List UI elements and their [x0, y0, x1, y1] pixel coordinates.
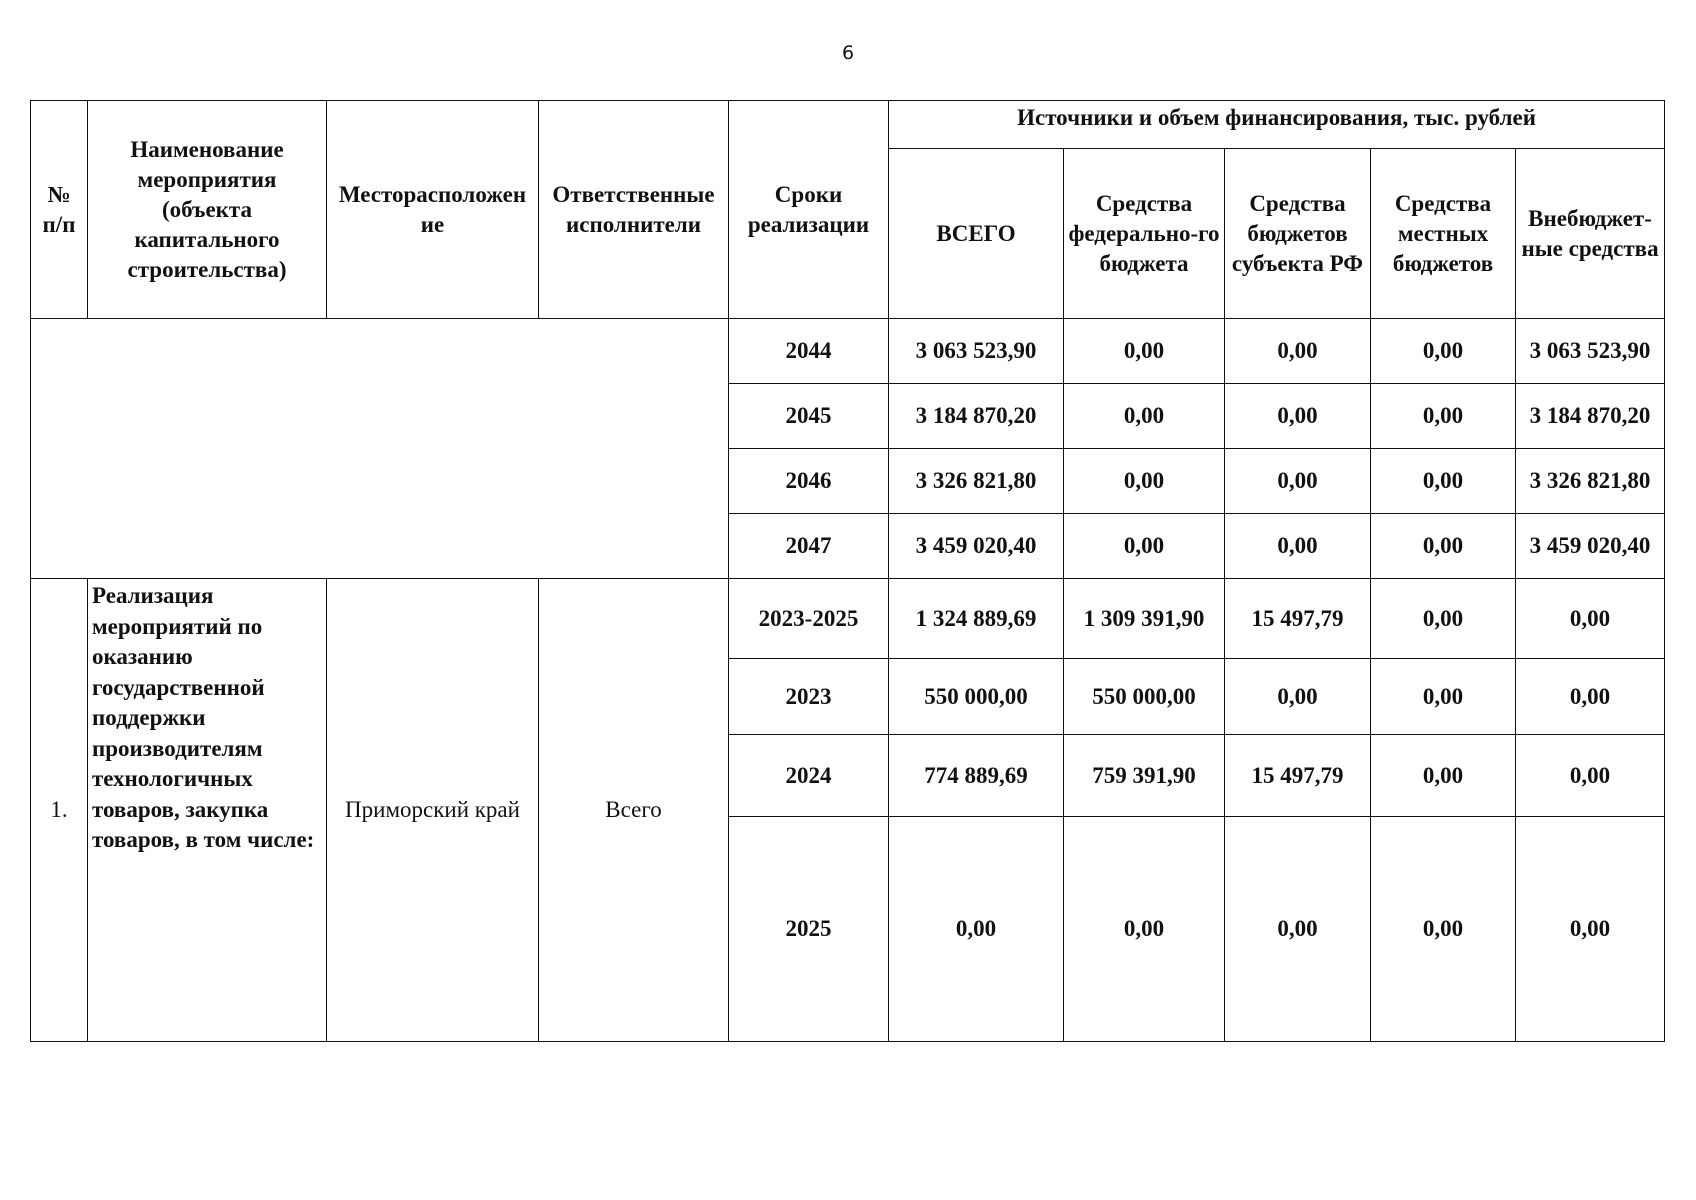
year-cell: 2047 — [729, 514, 889, 579]
header-total: ВСЕГО — [889, 149, 1064, 319]
local-cell: 0,00 — [1371, 659, 1516, 735]
item-name: Реализация мероприятий по оказанию государственной поддержки производителям технологичных товаров, закупка товаров, в том числе: — [88, 579, 327, 1042]
federal-cell: 759 391,90 — [1064, 735, 1225, 817]
header-location: Месторасположен ие — [327, 101, 539, 319]
header-responsible: Ответственные исполнители — [539, 101, 729, 319]
year-cell: 2024 — [729, 735, 889, 817]
federal-cell: 0,00 — [1064, 817, 1225, 1042]
local-cell: 0,00 — [1371, 735, 1516, 817]
federal-cell: 0,00 — [1064, 514, 1225, 579]
subject-cell: 0,00 — [1225, 659, 1371, 735]
year-cell: 2045 — [729, 384, 889, 449]
total-cell: 3 063 523,90 — [889, 319, 1064, 384]
local-cell: 0,00 — [1371, 817, 1516, 1042]
extra-cell: 3 184 870,20 — [1516, 384, 1665, 449]
total-cell: 0,00 — [889, 817, 1064, 1042]
year-cell: 2023 — [729, 659, 889, 735]
federal-cell: 1 309 391,90 — [1064, 579, 1225, 659]
federal-cell: 0,00 — [1064, 384, 1225, 449]
header-name: Наименование мероприятия (объекта капитального строительства) — [88, 101, 327, 319]
extra-cell: 3 063 523,90 — [1516, 319, 1665, 384]
total-cell: 1 324 889,69 — [889, 579, 1064, 659]
item-number: 1. — [31, 579, 88, 1042]
subject-cell: 15 497,79 — [1225, 735, 1371, 817]
subject-cell: 0,00 — [1225, 319, 1371, 384]
total-cell: 3 184 870,20 — [889, 384, 1064, 449]
local-cell: 0,00 — [1371, 319, 1516, 384]
extra-cell: 0,00 — [1516, 817, 1665, 1042]
subject-cell: 15 497,79 — [1225, 579, 1371, 659]
table-row — [31, 579, 1665, 659]
total-cell: 550 000,00 — [889, 659, 1064, 735]
header-local: Средства местных бюджетов — [1371, 149, 1516, 319]
item-location: Приморский край — [327, 579, 539, 1042]
subject-cell: 0,00 — [1225, 817, 1371, 1042]
header-num: № п/п — [31, 101, 88, 319]
blank-cell — [31, 319, 729, 579]
local-cell: 0,00 — [1371, 449, 1516, 514]
year-cell: 2044 — [729, 319, 889, 384]
local-cell: 0,00 — [1371, 384, 1516, 449]
header-extra: Внебюджет-ные средства — [1516, 149, 1665, 319]
year-cell: 2046 — [729, 449, 889, 514]
extra-cell: 0,00 — [1516, 579, 1665, 659]
extra-cell: 3 459 020,40 — [1516, 514, 1665, 579]
header-period: Сроки реализации — [729, 101, 889, 319]
federal-cell: 0,00 — [1064, 319, 1225, 384]
federal-cell: 550 000,00 — [1064, 659, 1225, 735]
federal-cell: 0,00 — [1064, 449, 1225, 514]
local-cell: 0,00 — [1371, 579, 1516, 659]
header-funding-group: Источники и объем финансирования, тыс. рублей — [889, 101, 1665, 149]
total-cell: 3 326 821,80 — [889, 449, 1064, 514]
extra-cell: 0,00 — [1516, 659, 1665, 735]
subject-cell: 0,00 — [1225, 384, 1371, 449]
local-cell: 0,00 — [1371, 514, 1516, 579]
subject-cell: 0,00 — [1225, 449, 1371, 514]
total-cell: 774 889,69 — [889, 735, 1064, 817]
subject-cell: 0,00 — [1225, 514, 1371, 579]
item-responsible: Всего — [539, 579, 729, 1042]
page-number: 6 — [841, 42, 855, 64]
year-cell: 2025 — [729, 817, 889, 1042]
extra-cell: 0,00 — [1516, 735, 1665, 817]
total-cell: 3 459 020,40 — [889, 514, 1064, 579]
table-row — [31, 319, 1665, 384]
header-subject: Средства бюджетов субъекта РФ — [1225, 149, 1371, 319]
extra-cell: 3 326 821,80 — [1516, 449, 1665, 514]
header-federal: Средства федерально-го бюджета — [1064, 149, 1225, 319]
funding-table — [30, 100, 1665, 1042]
year-cell: 2023-2025 — [729, 579, 889, 659]
